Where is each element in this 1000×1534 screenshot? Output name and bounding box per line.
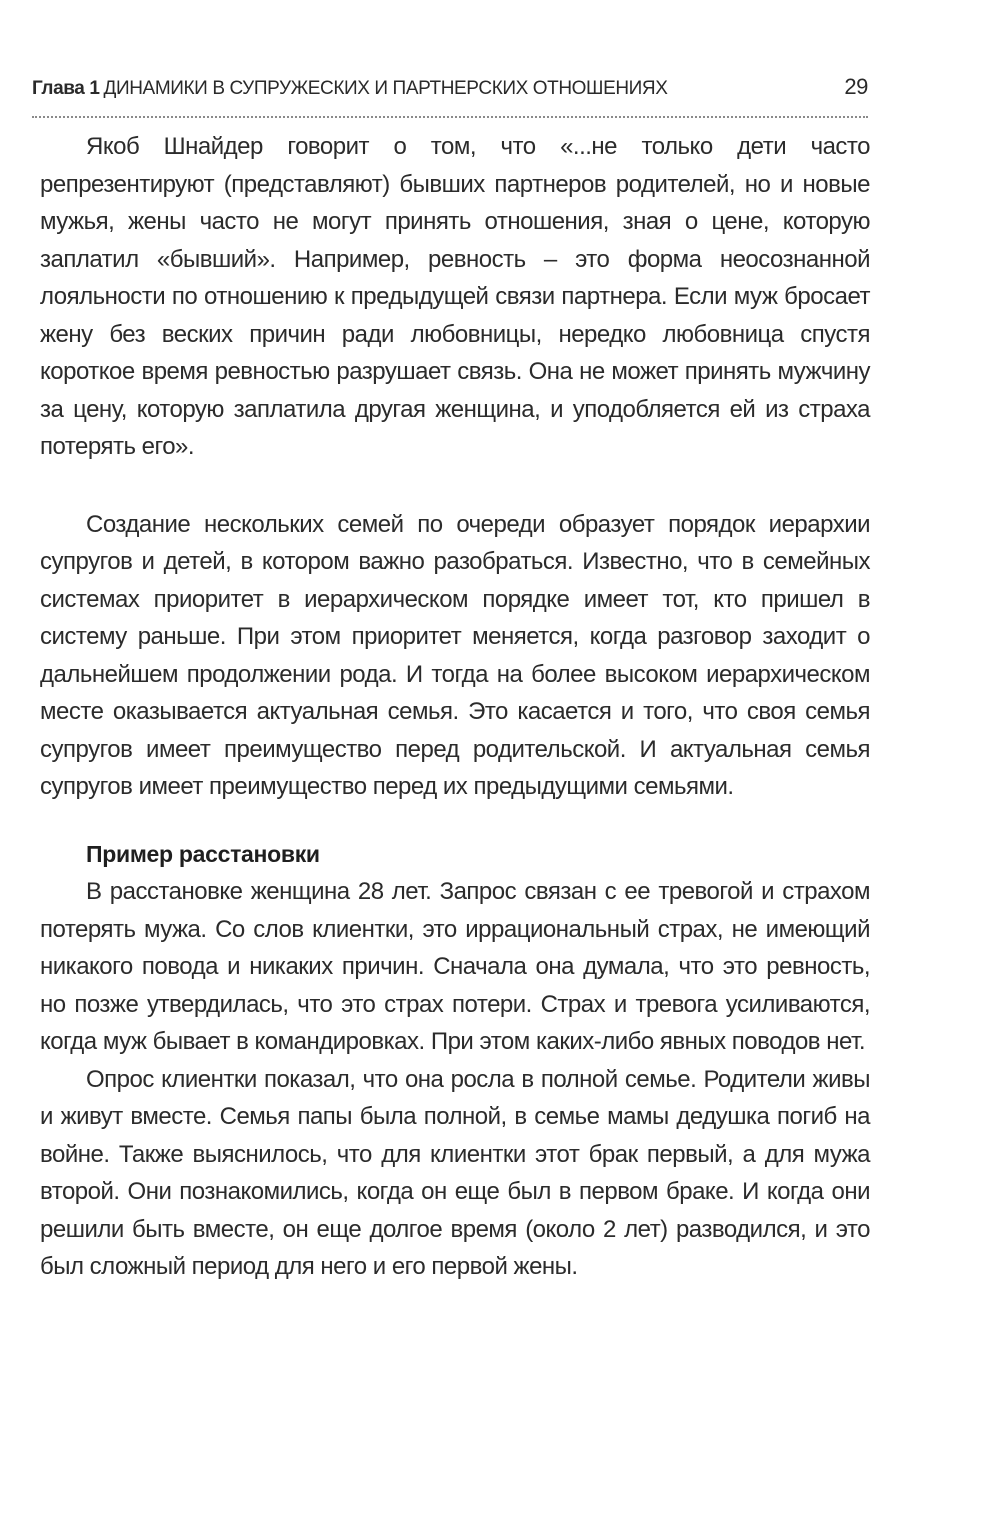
page-number: 29	[844, 74, 868, 99]
case-paragraph-2: Опрос клиентки показал, что она росла в полной семье. Родители живы и живут вместе. Семья папы была полной, в семье мамы дедушка погиб на войне. Также выяснилось, что для клиентки этот брак первый, а для мужа второй. Они познакомились, когда он еще был в первом браке. И когда они решили быть вместе, он еще долгое время (около 2 лет) разводился, и это был сложный период для него и его первой жены.	[40, 1065, 870, 1280]
quote-intro: Якоб Шнайдер говорит о том, что	[86, 133, 561, 160]
paragraph-spacer	[40, 466, 870, 506]
running-header	[32, 74, 872, 110]
quote-paragraph	[40, 128, 870, 466]
chapter-label: Глава 1	[32, 78, 100, 99]
section-spacer	[40, 806, 870, 836]
header-dotted-rule	[32, 116, 868, 118]
section-heading: Пример расстановки	[86, 840, 320, 867]
chapter-title: ДИНАМИКИ В СУПРУЖЕСКИХ И ПАРТНЕРСКИХ ОТНОШЕНИЯХ	[103, 78, 668, 99]
case-paragraph-1: В расстановке женщина 28 лет. Запрос связан с ее тревогой и страхом потерять мужа. Со слов клиентки, это иррациональный страх, не имеющий никакого повода и никаких причин. Сначала она думала, что это ревность, но позже утвердилась, что это страх потери. Страх и тревога усиливаются, когда муж бывает в командировках. При этом каких-либо явных поводов нет.	[40, 878, 870, 1055]
quote-text: «...не только дети часто репрезентируют (представляют) бывших партнеров родителей, но и новые мужья, жены часто не могут принять отношения, зная о цене, которую заплатил «бывший». Например, ревность – это форма неосознанной лояльности по отношению к предыдущей связи партнера. Если муж бросает жену без веских причин ради любовницы, нередко любовница спустя короткое время ревностью разрушает связь. Она не может принять мужчину за цену, которую заплатила другая женщина, и уподобляется ей из страха потерять его».	[40, 133, 871, 460]
hierarchy-paragraph: Создание нескольких семей по очереди образует порядок иерархии супругов и детей, в котором важно разобраться. Известно, что в семейных системах приоритет в иерархическом порядке имеет тот, кто пришел в систему раньше. При этом приоритет меняется, когда разговор заходит о дальнейшем продолжении рода. И тогда на более высоком иерархическом месте оказывается актуальная семья. Это касается и того, что своя семья супругов имеет преимущество перед родительской. И актуальная семья супругов имеет преимущество перед их предыдущими семьями.	[40, 510, 870, 800]
page-body	[40, 128, 870, 1286]
